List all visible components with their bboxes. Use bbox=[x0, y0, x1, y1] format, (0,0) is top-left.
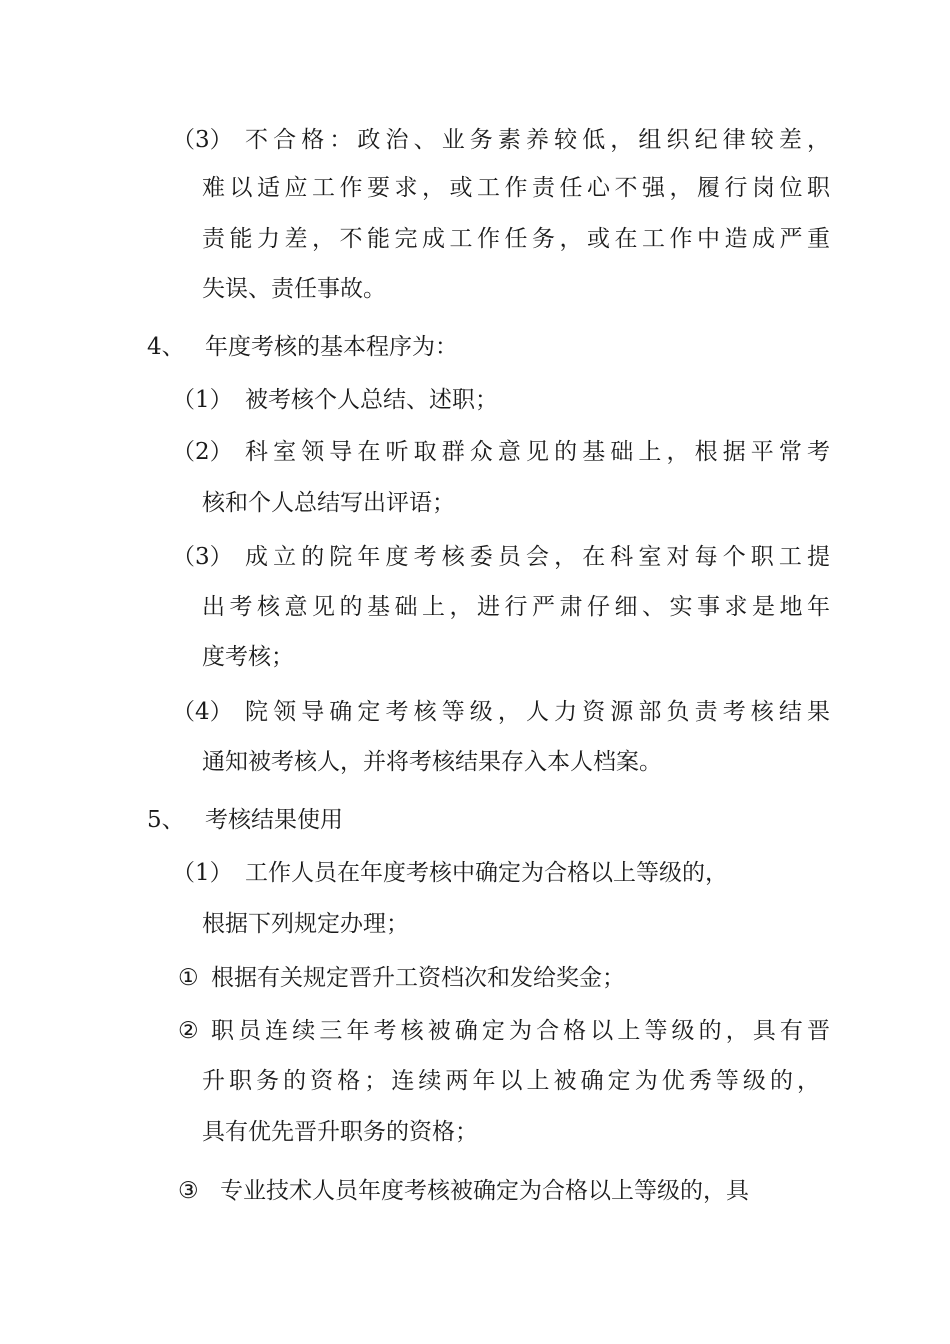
section-number: 4、 bbox=[147, 334, 185, 360]
paragraph-line: 具有优先晋升职务的资格； bbox=[202, 1119, 478, 1145]
paragraph-line: 通知被考核人，并将考核结果存入本人档案。 bbox=[202, 749, 662, 775]
circled-number-marker: ③ bbox=[178, 1178, 199, 1204]
section-heading: 年度考核的基本程序为： bbox=[205, 334, 458, 360]
paragraph-line: 失误、责任事故。 bbox=[202, 276, 386, 302]
item-marker: （1） bbox=[172, 387, 233, 413]
section-number: 5、 bbox=[147, 807, 185, 833]
item-marker: （3） bbox=[172, 127, 233, 153]
paragraph-line: 难以适应工作要求，或工作责任心不强，履行岗位职 bbox=[202, 175, 830, 201]
item-marker: （1） bbox=[172, 860, 233, 886]
section-heading: 考核结果使用 bbox=[205, 807, 343, 833]
paragraph-line: 专业技术人员年度考核被确定为合格以上等级的，具 bbox=[220, 1178, 749, 1204]
paragraph-line: 院领导确定考核等级，人力资源部负责考核结果 bbox=[245, 699, 830, 725]
circled-number-marker: ① bbox=[178, 965, 199, 991]
paragraph-line: 升职务的资格；连续两年以上被确定为优秀等级的， bbox=[202, 1068, 820, 1094]
item-marker: （3） bbox=[172, 544, 233, 570]
paragraph-line: 工作人员在年度考核中确定为合格以上等级的， bbox=[245, 860, 728, 886]
paragraph-line: 不合格：政治、业务素养较低，组织纪律较差， bbox=[245, 127, 830, 153]
paragraph-line: 被考核个人总结、述职； bbox=[245, 387, 498, 413]
item-marker: （4） bbox=[172, 699, 233, 725]
paragraph-line: 科室领导在听取群众意见的基础上，根据平常考 bbox=[245, 439, 830, 465]
paragraph-line: 度考核； bbox=[202, 644, 294, 670]
circled-number-marker: ② bbox=[178, 1018, 199, 1044]
paragraph-line: 职员连续三年考核被确定为合格以上等级的，具有晋 bbox=[211, 1018, 830, 1044]
paragraph-line: 出考核意见的基础上，进行严肃仔细、实事求是地年 bbox=[202, 594, 830, 620]
paragraph-line: 根据有关规定晋升工资档次和发给奖金； bbox=[211, 965, 625, 991]
item-marker: （2） bbox=[172, 439, 233, 465]
paragraph-line: 责能力差，不能完成工作任务，或在工作中造成严重 bbox=[202, 226, 830, 252]
paragraph-line: 根据下列规定办理； bbox=[202, 911, 409, 937]
paragraph-line: 核和个人总结写出评语； bbox=[202, 490, 455, 516]
paragraph-line: 成立的院年度考核委员会，在科室对每个职工提 bbox=[245, 544, 830, 570]
